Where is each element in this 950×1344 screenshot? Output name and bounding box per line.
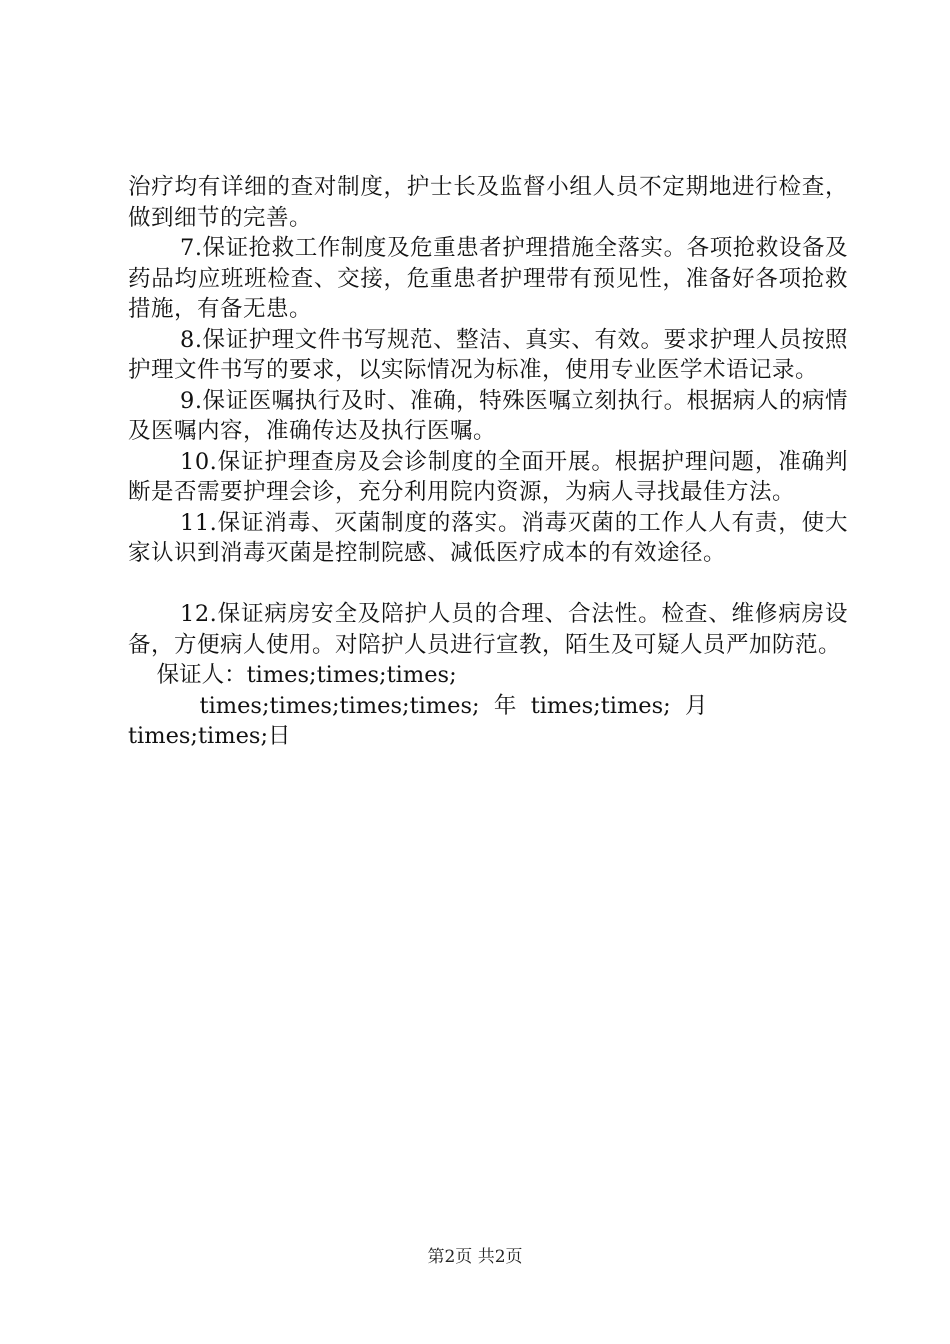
paragraph-spacer — [128, 569, 848, 600]
document-body — [128, 172, 848, 752]
paragraph-item-9: 9.保证医嘱执行及时、准确，特殊医嘱立刻执行。根据病人的病情及医嘱内容，准确传达及执行医嘱。 — [128, 387, 848, 444]
paragraph-item-11: 11.保证消毒、灭菌制度的落实。消毒灭菌的工作人人有责，使大家认识到消毒灭菌是控制院感、减低医疗成本的有效途径。 — [128, 509, 848, 566]
signature-line: 保证人：times;times;times; — [128, 662, 457, 688]
paragraph-item-12: 12.保证病房安全及陪护人员的合理、合法性。检查、维修病房设备，方便病人使用。对陪护人员进行宣教，陌生及可疑人员严加防范。 — [128, 601, 848, 658]
paragraph-item-8: 8.保证护理文件书写规范、整洁、真实、有效。要求护理人员按照护理文件书写的要求，以实际情况为标准，使用专业医学术语记录。 — [128, 326, 848, 383]
paragraph-item-7: 7.保证抢救工作制度及危重患者护理措施全落实。各项抢救设备及药品均应班班检查、交接，危重患者护理带有预见性，准备好各项抢救措施，有备无患。 — [128, 235, 848, 322]
paragraph-continued: 治疗均有详细的查对制度，护士长及监督小组人员不定期地进行检查，做到细节的完善。 — [128, 174, 848, 231]
page-footer: 第2页 共2页 — [427, 1247, 523, 1267]
paragraph-item-10: 10.保证护理查房及会诊制度的全面开展。根据护理问题，准确判断是否需要护理会诊，充分利用院内资源，为病人寻找最佳方法。 — [128, 448, 848, 505]
signature-date-line: times;times;times;times; 年 times;times; 月 — [128, 692, 708, 719]
signature-date-day: times;times;日 — [128, 723, 291, 749]
